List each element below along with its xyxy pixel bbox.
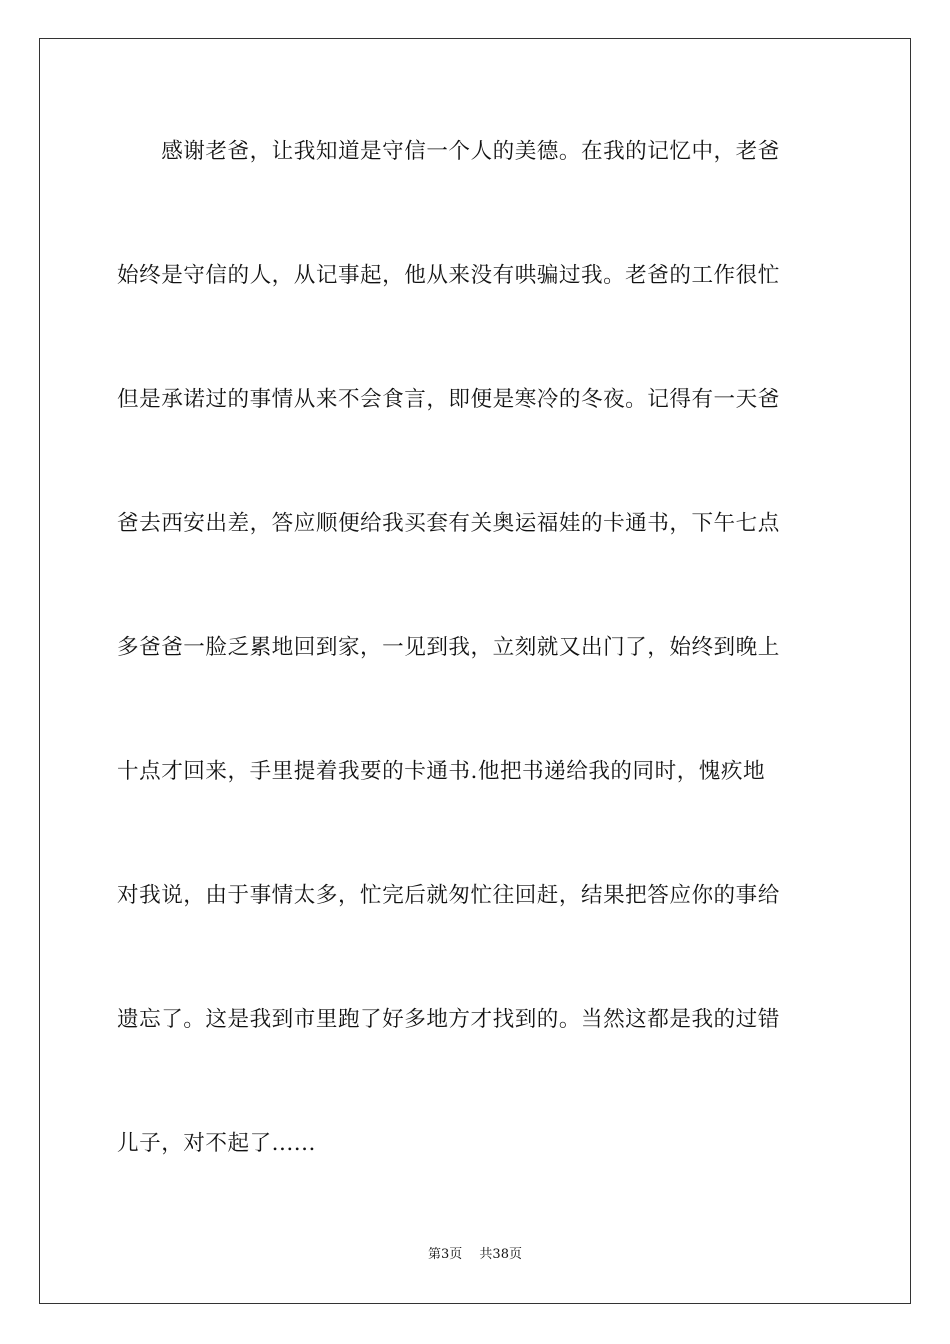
paragraph-line-9: 儿子，对不起了......: [117, 1131, 316, 1156]
paragraph-line-7: 对我说，由于事情太多，忙完后就匆忙往回赶，结果把答应你的事给: [117, 883, 780, 908]
paragraph-line-3: 但是承诺过的事情从来不会食言，即便是寒冷的冬夜。记得有一天爸: [117, 387, 780, 412]
paragraph-line-1: 感谢老爸，让我知道是守信一个人的美德。在我的记忆中，老爸: [117, 139, 780, 164]
page-number-label: 第3页 共38页: [428, 1247, 522, 1262]
paragraph-line-5: 多爸爸一脸乏累地回到家，一见到我，立刻就又出门了，始终到晚上: [117, 635, 780, 660]
paragraph-line-8: 遗忘了。这是我到市里跑了好多地方才找到的。当然这都是我的过错: [117, 1007, 780, 1032]
essay-paragraph: [117, 130, 833, 1246]
paragraph-line-4: 爸去西安出差，答应顺便给我买套有关奥运福娃的卡通书，下午七点: [117, 511, 780, 536]
page-number-footer: [0, 1246, 950, 1264]
paragraph-line-6: 十点才回来，手里提着我要的卡通书.他把书递给我的同时，愧疚地: [117, 759, 766, 784]
paragraph-line-2: 始终是守信的人，从记事起，他从来没有哄骗过我。老爸的工作很忙: [117, 263, 780, 288]
